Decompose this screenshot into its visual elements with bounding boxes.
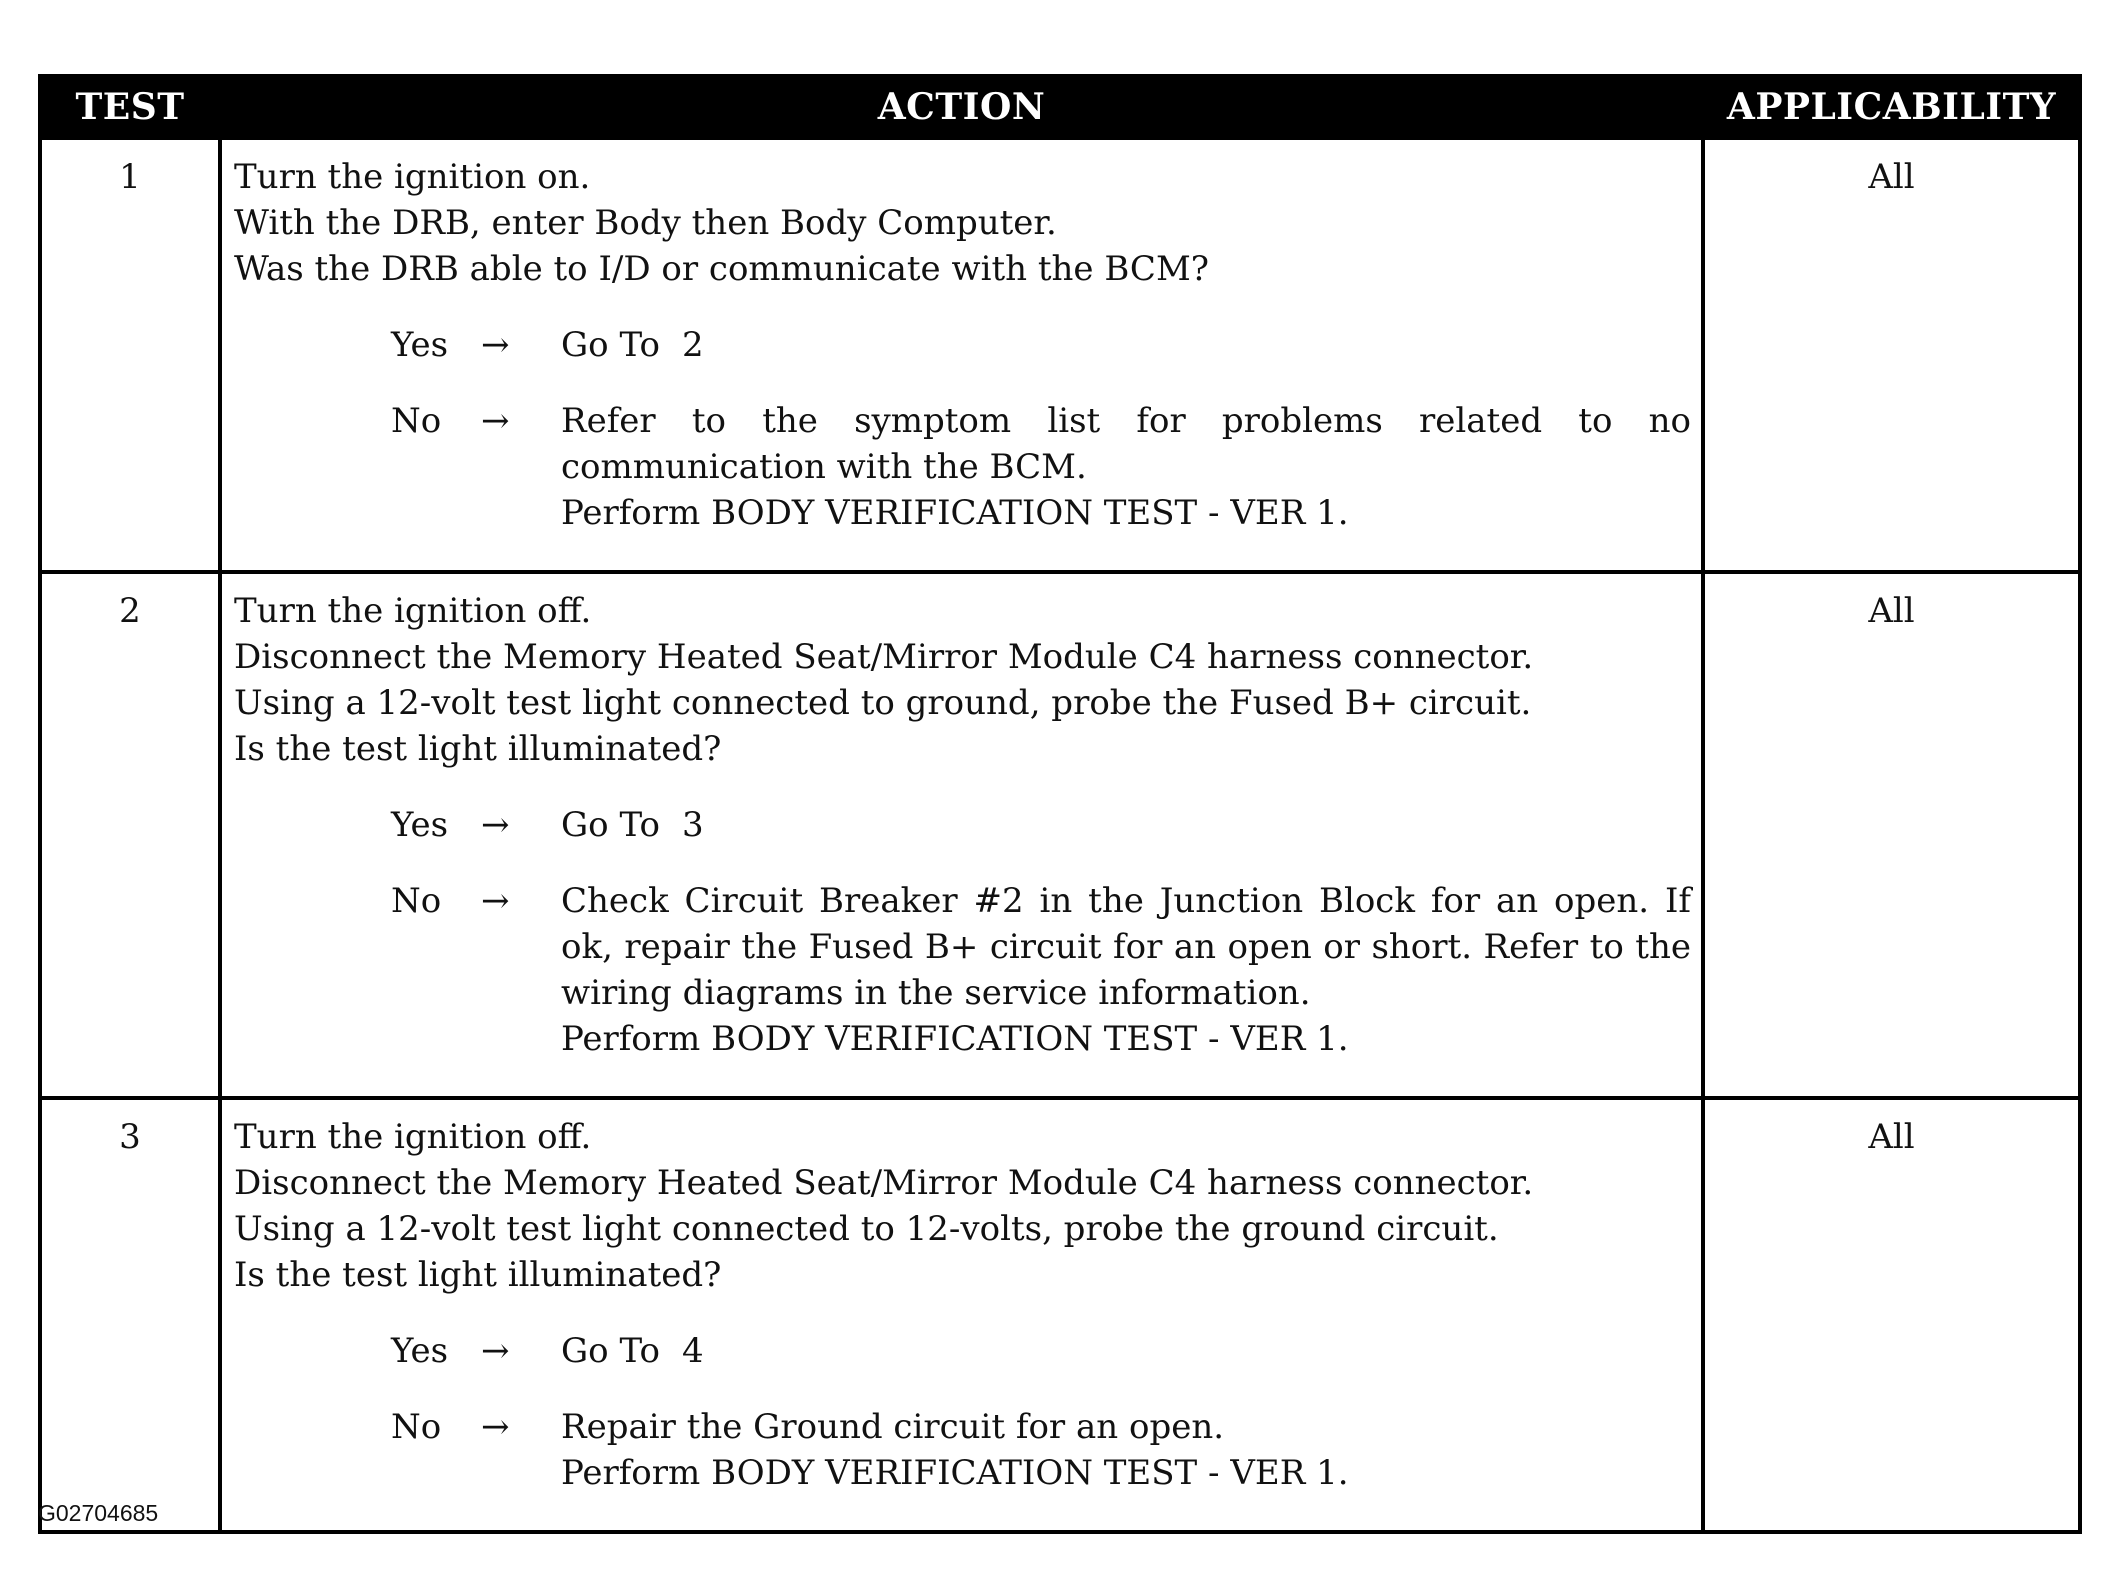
no-result-text: Check Circuit Breaker #2 in the Junction Block for an open. If ok, repair the Fused B+ circuit for an open or short. Refer to the wiring diagrams in the service information. bbox=[561, 881, 1691, 1013]
action-steps bbox=[234, 588, 1691, 772]
action-step: Using a 12-volt test light connected to 12-volts, probe the ground circuit. bbox=[234, 1209, 1499, 1249]
perform-verification-text: Perform BODY VERIFICATION TEST - VER 1. bbox=[561, 1453, 1349, 1493]
action-step: Was the DRB able to I/D or communicate with the BCM? bbox=[234, 249, 1209, 289]
yes-label: Yes bbox=[391, 325, 449, 365]
action-cell bbox=[220, 572, 1703, 1098]
yes-outcome bbox=[391, 1328, 1691, 1374]
test-number: 3 bbox=[40, 1098, 220, 1532]
action-step: Is the test light illuminated? bbox=[234, 729, 722, 769]
figure-id: G02704685 bbox=[38, 1500, 159, 1526]
no-outcome bbox=[391, 1404, 1691, 1496]
diagnostic-test-sheet bbox=[38, 74, 2078, 1534]
yes-outcome bbox=[391, 322, 1691, 368]
no-outcome bbox=[391, 878, 1691, 1062]
action-step: Turn the ignition on. bbox=[234, 157, 591, 197]
applicability-value: All bbox=[1703, 572, 2080, 1098]
yes-result bbox=[561, 802, 1691, 848]
goto-label: Go To bbox=[561, 1331, 660, 1371]
action-step: Disconnect the Memory Heated Seat/Mirror Module C4 harness connector. bbox=[234, 637, 1534, 677]
action-steps bbox=[234, 154, 1691, 292]
perform-verification-text: Perform BODY VERIFICATION TEST - VER 1. bbox=[561, 1019, 1349, 1059]
no-label: No bbox=[391, 881, 442, 921]
right-arrow-icon: → bbox=[481, 881, 510, 921]
right-arrow-icon: → bbox=[481, 1407, 510, 1447]
goto-number: 3 bbox=[681, 805, 704, 845]
header-applicability: APPLICABILITY bbox=[1703, 76, 2080, 138]
perform-verification-text: Perform BODY VERIFICATION TEST - VER 1. bbox=[561, 493, 1349, 533]
no-result bbox=[561, 1404, 1691, 1496]
header-test: TEST bbox=[40, 76, 220, 138]
header-row bbox=[40, 76, 2080, 138]
no-result-text: Repair the Ground circuit for an open. bbox=[561, 1407, 1225, 1447]
test-number: 1 bbox=[40, 138, 220, 572]
yes-label: Yes bbox=[391, 1331, 449, 1371]
goto-label: Go To bbox=[561, 805, 660, 845]
action-step: Turn the ignition off. bbox=[234, 591, 592, 631]
action-step: Is the test light illuminated? bbox=[234, 1255, 722, 1295]
yes-result bbox=[561, 322, 1691, 368]
no-result bbox=[561, 398, 1691, 536]
yes-label: Yes bbox=[391, 805, 449, 845]
right-arrow-icon: → bbox=[481, 401, 510, 441]
action-step: With the DRB, enter Body then Body Computer. bbox=[234, 203, 1057, 243]
goto-number: 4 bbox=[681, 1331, 704, 1371]
table-row-test-1 bbox=[40, 138, 2080, 572]
table-header bbox=[40, 76, 2080, 138]
applicability-value: All bbox=[1703, 138, 2080, 572]
no-outcome bbox=[391, 398, 1691, 536]
no-label: No bbox=[391, 1407, 442, 1447]
right-arrow-icon: → bbox=[481, 1331, 510, 1371]
no-result-text: Refer to the symptom list for problems related to no communication with the BCM. bbox=[561, 401, 1691, 487]
diagnostic-test-table bbox=[38, 74, 2082, 1534]
action-step: Using a 12-volt test light connected to ground, probe the Fused B+ circuit. bbox=[234, 683, 1532, 723]
goto-label: Go To bbox=[561, 325, 660, 365]
yes-result bbox=[561, 1328, 1691, 1374]
header-action: ACTION bbox=[220, 76, 1703, 138]
action-cell bbox=[220, 138, 1703, 572]
action-steps bbox=[234, 1114, 1691, 1298]
applicability-value: All bbox=[1703, 1098, 2080, 1532]
no-result bbox=[561, 878, 1691, 1062]
table-body bbox=[40, 138, 2080, 1532]
goto-number: 2 bbox=[681, 325, 704, 365]
table-row-test-3 bbox=[40, 1098, 2080, 1532]
test-number: 2 bbox=[40, 572, 220, 1098]
action-cell bbox=[220, 1098, 1703, 1532]
yes-outcome bbox=[391, 802, 1691, 848]
table-row-test-2 bbox=[40, 572, 2080, 1098]
right-arrow-icon: → bbox=[481, 805, 510, 845]
action-step: Disconnect the Memory Heated Seat/Mirror Module C4 harness connector. bbox=[234, 1163, 1534, 1203]
right-arrow-icon: → bbox=[481, 325, 510, 365]
no-label: No bbox=[391, 401, 442, 441]
action-step: Turn the ignition off. bbox=[234, 1117, 592, 1157]
